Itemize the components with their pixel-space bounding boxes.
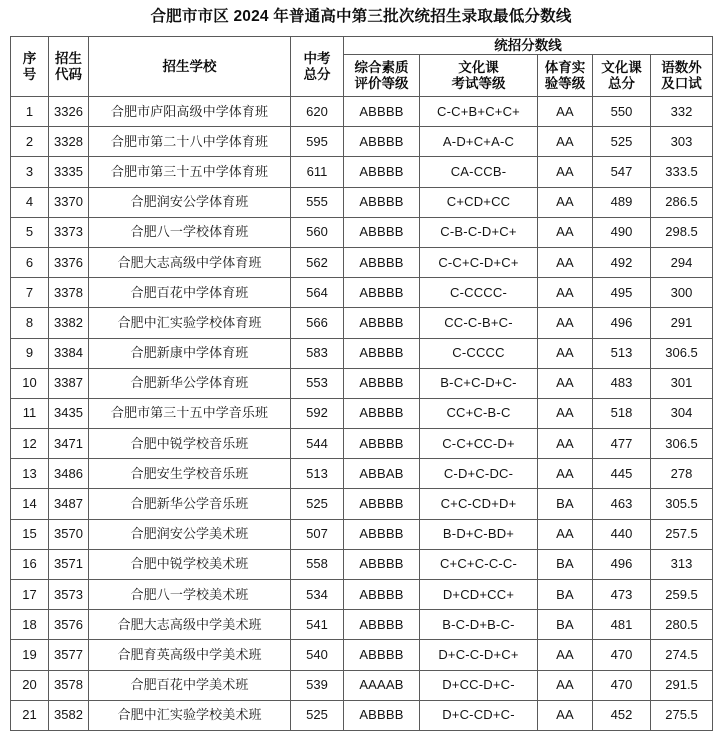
cell-school: 合肥新华公学体育班 — [89, 368, 291, 398]
cell-seq: 14 — [11, 489, 49, 519]
cell-quality: ABBBB — [344, 278, 420, 308]
cell-oral: 304 — [651, 398, 713, 428]
table-row — [11, 278, 713, 308]
table-row — [11, 670, 713, 700]
cell-culture-score: 473 — [593, 580, 651, 610]
cell-oral: 291.5 — [651, 670, 713, 700]
cell-culture-score: 489 — [593, 187, 651, 217]
column-header-code-line1: 招生 — [55, 50, 82, 66]
column-header-code-line2: 代码 — [55, 66, 82, 82]
cell-school: 合肥大志高级中学体育班 — [89, 247, 291, 277]
cell-culture-score: 483 — [593, 368, 651, 398]
cell-culture-grade: C-D+C-DC- — [420, 459, 538, 489]
cell-culture-score: 463 — [593, 489, 651, 519]
table-row — [11, 308, 713, 338]
cell-culture-grade: C-C+B+C+C+ — [420, 97, 538, 127]
cell-oral: 313 — [651, 549, 713, 579]
cell-total: 540 — [291, 640, 344, 670]
cell-culture-score: 490 — [593, 217, 651, 247]
table-row — [11, 157, 713, 187]
cell-culture-grade: C-C+C-D+C+ — [420, 247, 538, 277]
cell-quality: AAAAB — [344, 670, 420, 700]
cell-sport-grade: AA — [538, 429, 593, 459]
cell-oral: 303 — [651, 127, 713, 157]
column-header-culture-grade-line2: 考试等级 — [451, 75, 506, 91]
cell-code: 3578 — [49, 670, 89, 700]
cell-culture-grade: D+C-C-D+C+ — [420, 640, 538, 670]
table-row — [11, 459, 713, 489]
cell-total: 611 — [291, 157, 344, 187]
cell-culture-score: 550 — [593, 97, 651, 127]
cell-quality: ABBAB — [344, 459, 420, 489]
table-row — [11, 368, 713, 398]
cell-seq: 7 — [11, 278, 49, 308]
cell-culture-grade: D+CD+CC+ — [420, 580, 538, 610]
cell-quality: ABBBB — [344, 368, 420, 398]
cell-quality: ABBBB — [344, 308, 420, 338]
cell-code: 3328 — [49, 127, 89, 157]
cell-sport-grade: AA — [538, 247, 593, 277]
cell-oral: 301 — [651, 368, 713, 398]
table-row — [11, 127, 713, 157]
cell-seq: 4 — [11, 187, 49, 217]
cell-school: 合肥安生学校音乐班 — [89, 459, 291, 489]
cell-quality: ABBBB — [344, 247, 420, 277]
cell-culture-grade: CC-C-B+C- — [420, 308, 538, 338]
cell-code: 3577 — [49, 640, 89, 670]
column-header-total-line2: 总分 — [303, 66, 331, 82]
table-row — [11, 640, 713, 670]
cell-school: 合肥八一学校体育班 — [89, 217, 291, 247]
cell-culture-score: 495 — [593, 278, 651, 308]
cell-total: 534 — [291, 580, 344, 610]
cell-culture-score: 525 — [593, 127, 651, 157]
cell-culture-score: 470 — [593, 670, 651, 700]
table-row — [11, 580, 713, 610]
cell-total: 507 — [291, 519, 344, 549]
cell-culture-score: 518 — [593, 398, 651, 428]
table-row — [11, 217, 713, 247]
cell-culture-grade: B-C+C-D+C- — [420, 368, 538, 398]
cell-culture-score: 470 — [593, 640, 651, 670]
cell-school: 合肥新康中学体育班 — [89, 338, 291, 368]
cell-culture-grade: C+CD+CC — [420, 187, 538, 217]
cell-quality: ABBBB — [344, 127, 420, 157]
cell-code: 3373 — [49, 217, 89, 247]
cell-culture-score: 477 — [593, 429, 651, 459]
cell-code: 3335 — [49, 157, 89, 187]
cell-seq: 16 — [11, 549, 49, 579]
cell-quality: ABBBB — [344, 519, 420, 549]
column-header-culture-grade-line1: 文化课 — [458, 59, 499, 75]
cell-school: 合肥润安公学体育班 — [89, 187, 291, 217]
column-header-oral — [651, 55, 713, 97]
table-row — [11, 700, 713, 730]
admission-score-table — [10, 36, 713, 731]
column-header-culture-score-line2: 总分 — [608, 75, 635, 91]
cell-school: 合肥市第二十八中学体育班 — [89, 127, 291, 157]
cell-oral: 332 — [651, 97, 713, 127]
table-row — [11, 187, 713, 217]
cell-code: 3571 — [49, 549, 89, 579]
page-title: 合肥市市区 2024 年普通高中第三批次统招生录取最低分数线 — [150, 8, 572, 25]
cell-culture-score: 513 — [593, 338, 651, 368]
cell-sport-grade: BA — [538, 489, 593, 519]
cell-culture-score: 440 — [593, 519, 651, 549]
cell-total: 583 — [291, 338, 344, 368]
column-header-sport-grade-line1: 体育实 — [544, 59, 586, 75]
cell-total: 513 — [291, 459, 344, 489]
cell-sport-grade: AA — [538, 187, 593, 217]
cell-seq: 17 — [11, 580, 49, 610]
cell-culture-grade: B-D+C-BD+ — [420, 519, 538, 549]
cell-seq: 21 — [11, 700, 49, 730]
cell-culture-grade: C-CCCC- — [420, 278, 538, 308]
cell-school: 合肥市第三十五中学音乐班 — [89, 398, 291, 428]
cell-quality: ABBBB — [344, 489, 420, 519]
cell-culture-grade: CA-CCB- — [420, 157, 538, 187]
cell-seq: 3 — [11, 157, 49, 187]
column-header-sport-grade-line2: 验等级 — [544, 75, 586, 91]
cell-oral: 280.5 — [651, 610, 713, 640]
cell-code: 3576 — [49, 610, 89, 640]
column-header-sport-grade — [538, 55, 593, 97]
cell-school: 合肥百花中学美术班 — [89, 670, 291, 700]
cell-quality: ABBBB — [344, 549, 420, 579]
cell-oral: 278 — [651, 459, 713, 489]
cell-total: 566 — [291, 308, 344, 338]
cell-seq: 10 — [11, 368, 49, 398]
cell-sport-grade: AA — [538, 157, 593, 187]
cell-school: 合肥中锐学校音乐班 — [89, 429, 291, 459]
table-row — [11, 519, 713, 549]
cell-quality: ABBBB — [344, 187, 420, 217]
column-group-header-unified-scoreline: 统招分数线 — [344, 37, 713, 55]
cell-school: 合肥润安公学美术班 — [89, 519, 291, 549]
cell-code: 3384 — [49, 338, 89, 368]
cell-culture-grade: A-D+C+A-C — [420, 127, 538, 157]
cell-seq: 2 — [11, 127, 49, 157]
table-row — [11, 247, 713, 277]
cell-culture-score: 492 — [593, 247, 651, 277]
cell-sport-grade: BA — [538, 610, 593, 640]
table-row — [11, 429, 713, 459]
cell-culture-score: 452 — [593, 700, 651, 730]
cell-culture-grade: C-B-C-D+C+ — [420, 217, 538, 247]
cell-total: 564 — [291, 278, 344, 308]
cell-oral: 300 — [651, 278, 713, 308]
cell-oral: 298.5 — [651, 217, 713, 247]
cell-seq: 12 — [11, 429, 49, 459]
column-header-total — [291, 37, 344, 97]
cell-oral: 274.5 — [651, 640, 713, 670]
cell-total: 595 — [291, 127, 344, 157]
column-header-total-line1: 中考 — [303, 50, 331, 66]
table-row — [11, 338, 713, 368]
cell-sport-grade: AA — [538, 217, 593, 247]
cell-oral: 291 — [651, 308, 713, 338]
column-header-oral-line1: 语数外 — [661, 59, 702, 75]
table-row — [11, 549, 713, 579]
cell-seq: 6 — [11, 247, 49, 277]
cell-total: 553 — [291, 368, 344, 398]
cell-oral: 275.5 — [651, 700, 713, 730]
cell-seq: 11 — [11, 398, 49, 428]
cell-culture-score: 496 — [593, 549, 651, 579]
cell-oral: 306.5 — [651, 429, 713, 459]
column-header-culture-score-line1: 文化课 — [601, 59, 642, 75]
cell-sport-grade: AA — [538, 338, 593, 368]
table-row — [11, 489, 713, 519]
cell-seq: 8 — [11, 308, 49, 338]
cell-total: 544 — [291, 429, 344, 459]
cell-total: 555 — [291, 187, 344, 217]
cell-code: 3582 — [49, 700, 89, 730]
cell-code: 3382 — [49, 308, 89, 338]
cell-culture-grade: B-C-D+B-C- — [420, 610, 538, 640]
cell-sport-grade: AA — [538, 97, 593, 127]
column-header-quality-line1: 综合素质 — [354, 59, 409, 75]
cell-code: 3387 — [49, 368, 89, 398]
cell-sport-grade: AA — [538, 278, 593, 308]
cell-code: 3435 — [49, 398, 89, 428]
column-header-seq-line2: 号 — [22, 66, 37, 82]
cell-seq: 20 — [11, 670, 49, 700]
cell-culture-grade: C+C-CD+D+ — [420, 489, 538, 519]
cell-quality: ABBBB — [344, 700, 420, 730]
cell-code: 3378 — [49, 278, 89, 308]
cell-seq: 19 — [11, 640, 49, 670]
cell-sport-grade: AA — [538, 368, 593, 398]
cell-seq: 9 — [11, 338, 49, 368]
cell-oral: 257.5 — [651, 519, 713, 549]
cell-total: 592 — [291, 398, 344, 428]
cell-quality: ABBBB — [344, 97, 420, 127]
table-row — [11, 610, 713, 640]
column-header-school-line1: 招生学校 — [162, 58, 217, 74]
cell-total: 525 — [291, 700, 344, 730]
cell-sport-grade: AA — [538, 670, 593, 700]
cell-culture-grade: C+C+C-C-C- — [420, 549, 538, 579]
column-header-culture-grade — [420, 55, 538, 97]
cell-school: 合肥新华公学音乐班 — [89, 489, 291, 519]
cell-school: 合肥八一学校美术班 — [89, 580, 291, 610]
cell-school: 合肥大志高级中学美术班 — [89, 610, 291, 640]
cell-culture-grade: CC+C-B-C — [420, 398, 538, 428]
cell-code: 3471 — [49, 429, 89, 459]
cell-code: 3570 — [49, 519, 89, 549]
cell-code: 3573 — [49, 580, 89, 610]
cell-quality: ABBBB — [344, 640, 420, 670]
cell-total: 541 — [291, 610, 344, 640]
cell-sport-grade: AA — [538, 398, 593, 428]
cell-quality: ABBBB — [344, 429, 420, 459]
table-row — [11, 97, 713, 127]
cell-code: 3487 — [49, 489, 89, 519]
cell-school: 合肥市第三十五中学体育班 — [89, 157, 291, 187]
cell-oral: 286.5 — [651, 187, 713, 217]
cell-total: 539 — [291, 670, 344, 700]
cell-total: 560 — [291, 217, 344, 247]
cell-culture-grade: D+C-CD+C- — [420, 700, 538, 730]
cell-quality: ABBBB — [344, 338, 420, 368]
table-header — [11, 37, 713, 97]
column-header-school — [89, 37, 291, 97]
cell-code: 3326 — [49, 97, 89, 127]
column-header-code — [49, 37, 89, 97]
cell-sport-grade: BA — [538, 549, 593, 579]
cell-quality: ABBBB — [344, 398, 420, 428]
cell-seq: 5 — [11, 217, 49, 247]
cell-oral: 259.5 — [651, 580, 713, 610]
cell-school: 合肥百花中学体育班 — [89, 278, 291, 308]
cell-sport-grade: AA — [538, 519, 593, 549]
cell-seq: 13 — [11, 459, 49, 489]
cell-code: 3486 — [49, 459, 89, 489]
cell-school: 合肥中汇实验学校体育班 — [89, 308, 291, 338]
cell-sport-grade: AA — [538, 308, 593, 338]
cell-sport-grade: AA — [538, 459, 593, 489]
cell-school: 合肥中锐学校美术班 — [89, 549, 291, 579]
cell-culture-grade: D+CC-D+C- — [420, 670, 538, 700]
cell-school: 合肥育英高级中学美术班 — [89, 640, 291, 670]
cell-total: 562 — [291, 247, 344, 277]
cell-oral: 333.5 — [651, 157, 713, 187]
cell-culture-score: 547 — [593, 157, 651, 187]
cell-quality: ABBBB — [344, 580, 420, 610]
column-header-seq-line1: 序 — [22, 50, 37, 66]
cell-culture-score: 496 — [593, 308, 651, 338]
column-header-quality-line2: 评价等级 — [354, 75, 409, 91]
cell-school: 合肥中汇实验学校美术班 — [89, 700, 291, 730]
table-body — [11, 97, 713, 731]
cell-total: 620 — [291, 97, 344, 127]
cell-quality: ABBBB — [344, 157, 420, 187]
column-header-seq — [11, 37, 49, 97]
cell-culture-score: 481 — [593, 610, 651, 640]
cell-oral: 306.5 — [651, 338, 713, 368]
cell-code: 3376 — [49, 247, 89, 277]
cell-quality: ABBBB — [344, 217, 420, 247]
cell-sport-grade: BA — [538, 580, 593, 610]
cell-school: 合肥市庐阳高级中学体育班 — [89, 97, 291, 127]
cell-oral: 294 — [651, 247, 713, 277]
column-header-oral-line2: 及口试 — [661, 75, 702, 91]
cell-seq: 15 — [11, 519, 49, 549]
cell-code: 3370 — [49, 187, 89, 217]
table-row — [11, 398, 713, 428]
cell-sport-grade: AA — [538, 640, 593, 670]
cell-total: 525 — [291, 489, 344, 519]
cell-seq: 1 — [11, 97, 49, 127]
cell-oral: 305.5 — [651, 489, 713, 519]
cell-culture-score: 445 — [593, 459, 651, 489]
cell-seq: 18 — [11, 610, 49, 640]
column-header-quality — [344, 55, 420, 97]
cell-culture-grade: C-CCCC — [420, 338, 538, 368]
cell-total: 558 — [291, 549, 344, 579]
column-header-culture-score — [593, 55, 651, 97]
cell-sport-grade: AA — [538, 700, 593, 730]
cell-sport-grade: AA — [538, 127, 593, 157]
cell-culture-grade: C-C+CC-D+ — [420, 429, 538, 459]
header-row-group — [11, 37, 713, 55]
cell-quality: ABBBB — [344, 610, 420, 640]
